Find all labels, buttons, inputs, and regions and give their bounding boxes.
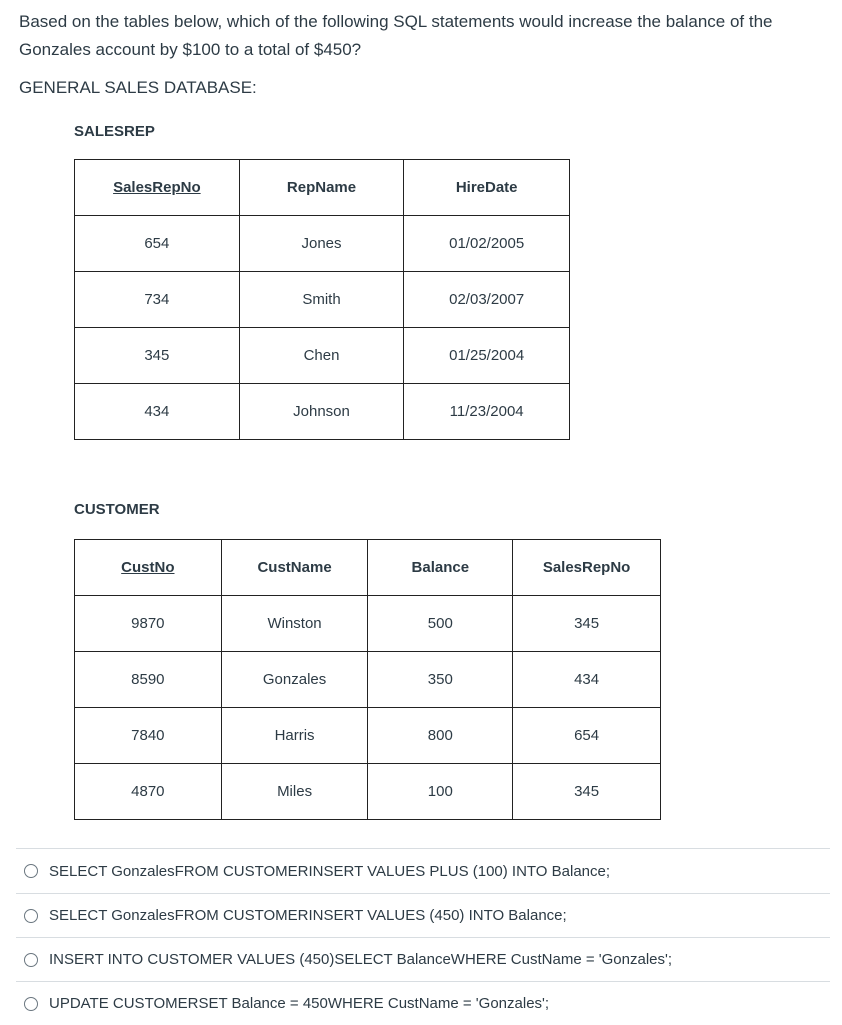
table-cell: 345 (513, 764, 661, 820)
table-cell: 654 (75, 216, 240, 272)
radio-button-icon[interactable] (24, 953, 38, 967)
table-cell: 345 (75, 328, 240, 384)
table-cell: 100 (368, 764, 513, 820)
table-cell: 8590 (75, 652, 222, 708)
customer-header-custno: CustNo (75, 540, 222, 596)
table-cell: Chen (239, 328, 404, 384)
table-cell: Miles (221, 764, 368, 820)
salesrep-table-title: SALESREP (74, 123, 155, 140)
table-cell: 02/03/2007 (404, 272, 570, 328)
radio-button-icon[interactable] (24, 864, 38, 878)
table-cell: 434 (513, 652, 661, 708)
salesrep-header-row (75, 160, 570, 216)
table-cell: Winston (221, 596, 368, 652)
table-cell: Jones (239, 216, 404, 272)
salesrep-table (74, 159, 570, 440)
salesrep-header-hiredate: HireDate (404, 160, 570, 216)
radio-button-icon[interactable] (24, 997, 38, 1011)
customer-table (74, 539, 661, 820)
radio-button-icon[interactable] (24, 909, 38, 923)
salesrep-header-salesrepno: SalesRepNo (75, 160, 240, 216)
table-cell: 4870 (75, 764, 222, 820)
table-cell: 9870 (75, 596, 222, 652)
customer-header-balance: Balance (368, 540, 513, 596)
table-cell: Harris (221, 708, 368, 764)
table-cell: 01/25/2004 (404, 328, 570, 384)
question-text: Based on the tables below, which of the following SQL statements would increase the balance of the Gonzales account by $100 to a total of $450? (19, 12, 773, 59)
table-row (75, 272, 570, 328)
table-cell: 800 (368, 708, 513, 764)
table-row (75, 708, 661, 764)
customer-header-salesrepno: SalesRepNo (513, 540, 661, 596)
table-cell: 654 (513, 708, 661, 764)
customer-header-custname: CustName (221, 540, 368, 596)
table-cell: 345 (513, 596, 661, 652)
answer-list (16, 848, 830, 1025)
table-cell: 434 (75, 384, 240, 440)
answer-label: SELECT GonzalesFROM CUSTOMERINSERT VALUES (450) INTO Balance; (49, 907, 567, 924)
answer-label: UPDATE CUSTOMERSET Balance = 450WHERE CustName = 'Gonzales'; (49, 995, 550, 1012)
table-row (75, 596, 661, 652)
answer-option-1[interactable] (16, 848, 830, 893)
answer-option-2[interactable] (16, 893, 830, 937)
customer-table-title: CUSTOMER (74, 501, 160, 518)
table-row (75, 328, 570, 384)
table-cell: 734 (75, 272, 240, 328)
answer-label: SELECT GonzalesFROM CUSTOMERINSERT VALUES PLUS (100) INTO Balance; (49, 862, 611, 880)
table-cell: Smith (239, 272, 404, 328)
answer-option-4[interactable] (16, 981, 830, 1025)
table-cell: 350 (368, 652, 513, 708)
salesrep-header-repname: RepName (239, 160, 404, 216)
table-row (75, 384, 570, 440)
table-cell: 11/23/2004 (404, 384, 570, 440)
customer-header-row (75, 540, 661, 596)
answer-label: INSERT INTO CUSTOMER VALUES (450)SELECT BalanceWHERE CustName = 'Gonzales'; (49, 951, 673, 968)
table-row (75, 216, 570, 272)
answer-option-3[interactable] (16, 937, 830, 981)
table-cell: Gonzales (221, 652, 368, 708)
database-label: GENERAL SALES DATABASE: (19, 78, 257, 97)
table-row (75, 652, 661, 708)
table-cell: Johnson (239, 384, 404, 440)
table-cell: 7840 (75, 708, 222, 764)
table-cell: 01/02/2005 (404, 216, 570, 272)
table-row (75, 764, 661, 820)
table-cell: 500 (368, 596, 513, 652)
